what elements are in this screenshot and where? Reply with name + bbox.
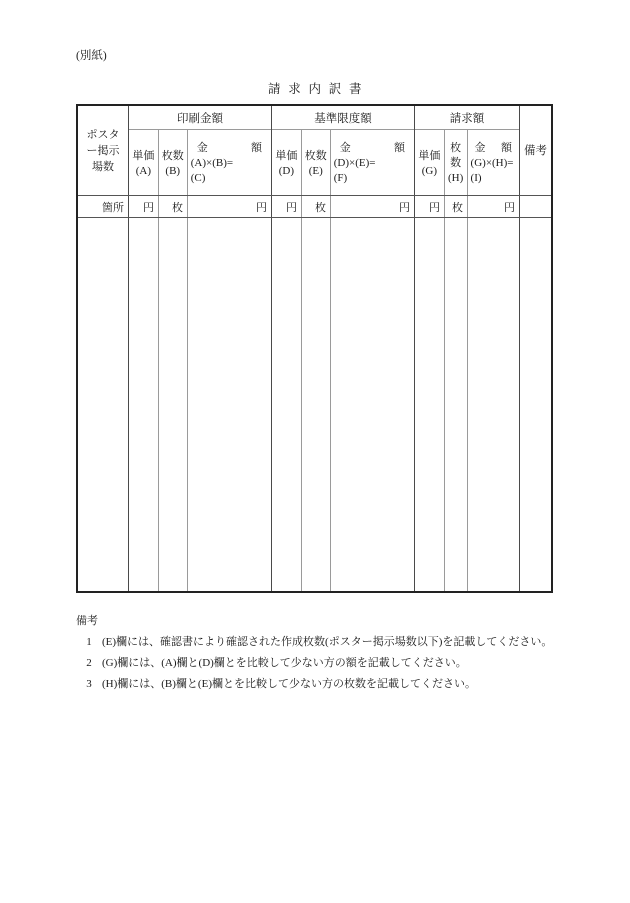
group-subcolumns-print-amount	[129, 130, 271, 195]
base-unit-price-code: (D)	[278, 164, 295, 177]
entry-cell-base-unit-price[interactable]	[272, 218, 302, 591]
column-header-base-unit-price	[272, 130, 302, 195]
group-title-print-amount: 印刷金額	[129, 106, 271, 130]
remarks-item-text: (E)欄には、確認書により確認された作成枚数(ポスター掲示場数以下)を記載してください。	[102, 636, 553, 648]
column-header-base-sheets	[302, 130, 331, 195]
column-header-print-sheets	[159, 130, 188, 195]
remarks-section	[76, 612, 576, 695]
print-amount-label-a: 金	[196, 142, 208, 154]
table-header	[78, 106, 551, 196]
invoice-breakdown-table	[76, 104, 553, 593]
group-claim-amount	[415, 106, 520, 195]
page-title: 請 求 内 訳 書	[267, 82, 362, 96]
unit-cell-claim-sheets: 枚	[445, 196, 468, 217]
entry-cell-print-sheets[interactable]	[159, 218, 188, 591]
print-amount-code: (C)	[190, 172, 206, 184]
claim-amount-label-b: 額	[501, 142, 512, 154]
unit-cell-print-sheets: 枚	[159, 196, 188, 217]
entry-cell-base-sheets[interactable]	[302, 218, 331, 591]
poster-sites-line-2: ー掲示	[86, 144, 120, 157]
claim-unit-price-code: (G)	[421, 164, 437, 177]
remarks-item-text: (G)欄には、(A)欄と(D)欄とを比較して少ない方の額を記載してください。	[102, 657, 467, 669]
claim-unit-price-label: 単価	[418, 149, 441, 162]
claim-sheets-char-1: 枚	[450, 142, 462, 154]
print-unit-price-label: 単価	[132, 149, 155, 162]
group-print-amount	[129, 106, 272, 195]
print-sheets-code: (B)	[165, 164, 181, 177]
entry-cell-print-unit-price[interactable]	[129, 218, 159, 591]
column-header-claim-amount	[468, 130, 519, 195]
claim-amount-code: (I)	[470, 172, 482, 184]
table-unit-row	[78, 196, 551, 218]
claim-amount-label-a: 金	[474, 142, 486, 154]
base-amount-label-a: 金	[339, 142, 351, 154]
print-sheets-label: 枚数	[161, 149, 184, 162]
base-amount-label	[334, 141, 411, 156]
remarks-title: 備考	[76, 615, 98, 627]
poster-sites-line-3: 場数	[92, 160, 114, 173]
group-subcolumns-base-limit-amount	[272, 130, 414, 195]
table-entry-row	[78, 218, 551, 591]
claim-amount-label	[471, 141, 516, 156]
column-header-poster-sites	[78, 106, 129, 195]
remarks-item	[76, 632, 576, 653]
unit-cell-poster-sites: 箇所	[78, 196, 129, 217]
base-amount-code: (F)	[333, 172, 348, 184]
attachment-label: (別紙)	[76, 50, 107, 62]
unit-cell-remarks	[520, 196, 551, 217]
unit-cell-base-sheets: 枚	[302, 196, 331, 217]
entry-cell-claim-sheets[interactable]	[445, 218, 468, 591]
unit-cell-print-unit-price: 円	[129, 196, 159, 217]
base-sheets-code: (E)	[308, 164, 323, 177]
unit-cell-print-amount: 円	[188, 196, 272, 217]
remarks-item-number: 2	[86, 657, 92, 669]
unit-cell-base-amount: 円	[331, 196, 415, 217]
group-title-base-limit-amount: 基準限度額	[272, 106, 414, 130]
remarks-item-text: (H)欄には、(B)欄と(E)欄とを比較して少ない方の枚数を記載してください。	[102, 678, 476, 690]
column-header-claim-unit-price	[415, 130, 445, 195]
group-title-claim-amount: 請求額	[415, 106, 519, 130]
claim-sheets-code: (H)	[448, 172, 464, 184]
column-header-base-amount	[331, 130, 414, 195]
base-amount-label-b: 額	[394, 142, 405, 154]
base-sheets-label: 枚数	[304, 149, 327, 162]
unit-cell-base-unit-price: 円	[272, 196, 302, 217]
remarks-item	[76, 653, 576, 674]
column-header-remarks: 備考	[524, 144, 547, 157]
group-subcolumns-claim-amount	[415, 130, 519, 195]
column-header-claim-sheets	[445, 130, 468, 195]
entry-cell-remarks[interactable]	[520, 218, 551, 591]
group-base-limit-amount	[272, 106, 415, 195]
unit-cell-claim-unit-price: 円	[415, 196, 445, 217]
entry-cell-print-amount[interactable]	[188, 218, 272, 591]
print-amount-formula: (A)×(B)=	[190, 157, 234, 169]
claim-sheets-char-2: 数	[450, 157, 462, 169]
print-unit-price-code: (A)	[135, 164, 152, 177]
remarks-item	[76, 674, 576, 695]
print-amount-label-b: 額	[251, 142, 262, 154]
remarks-item-number: 1	[86, 636, 92, 648]
entry-cell-claim-amount[interactable]	[468, 218, 520, 591]
column-header-print-unit-price	[129, 130, 159, 195]
claim-amount-formula: (G)×(H)=	[470, 157, 514, 169]
unit-cell-claim-amount: 円	[468, 196, 520, 217]
poster-sites-line-1: ポスタ	[86, 128, 120, 141]
column-header-print-amount	[188, 130, 271, 195]
remarks-item-number: 3	[86, 678, 92, 690]
base-unit-price-label: 単価	[275, 149, 298, 162]
entry-cell-poster-sites[interactable]	[78, 218, 129, 591]
entry-cell-claim-unit-price[interactable]	[415, 218, 445, 591]
print-amount-label	[191, 141, 268, 156]
entry-cell-base-amount[interactable]	[331, 218, 415, 591]
table-header-row	[78, 106, 551, 195]
base-amount-formula: (D)×(E)=	[333, 157, 376, 169]
